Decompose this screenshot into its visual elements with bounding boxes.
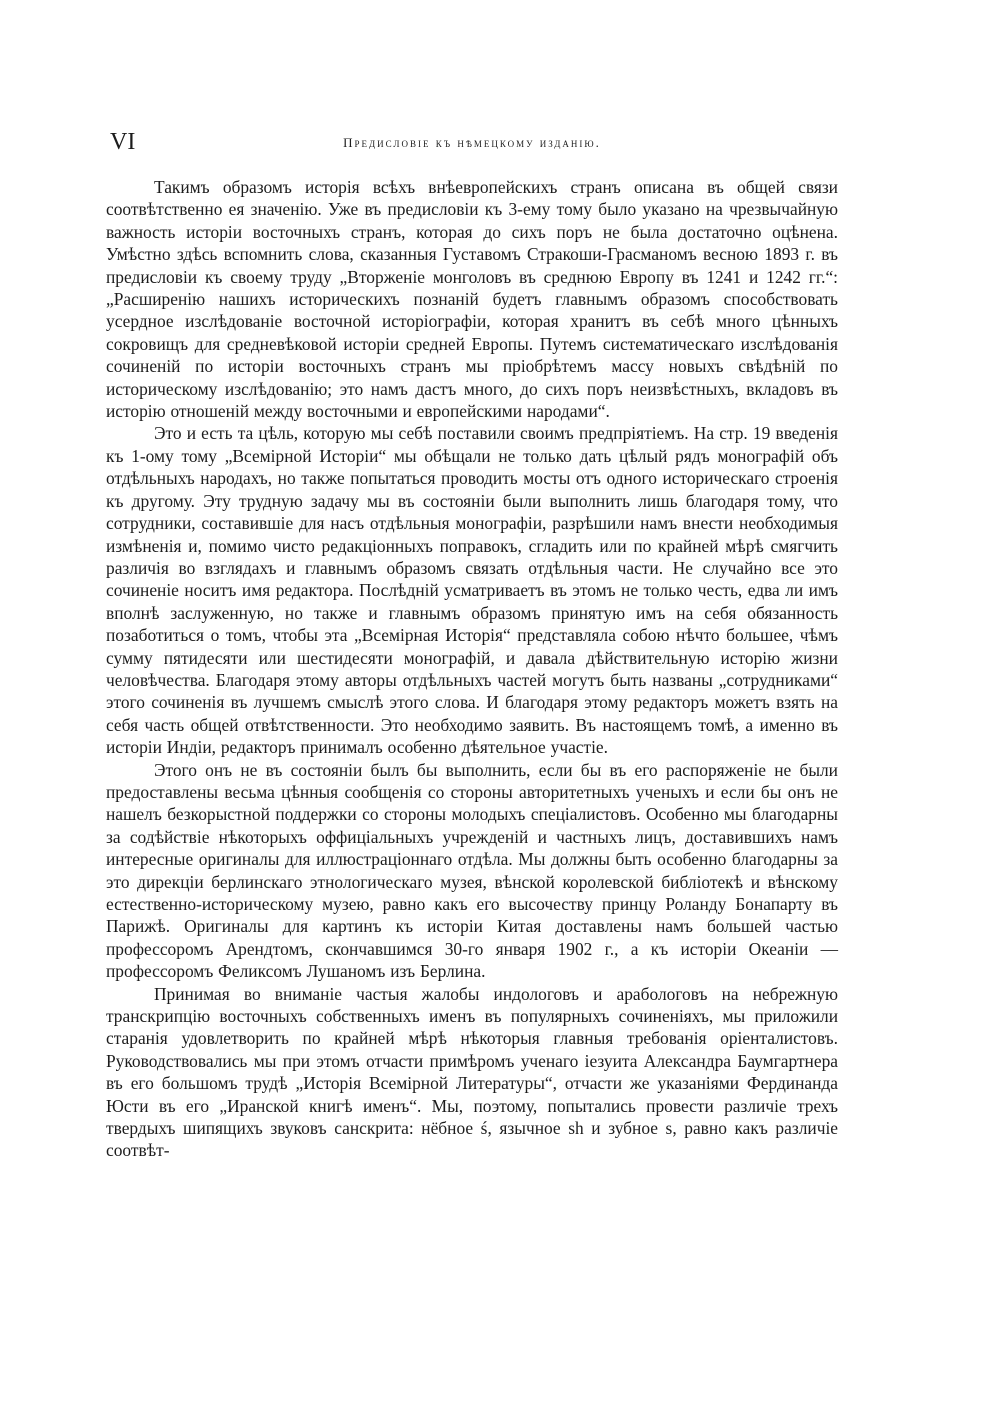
paragraph: Принимая во вниманіе частыя жалобы индологовъ и арабологовъ на небрежную транскрипцію восточныхъ собственныхъ именъ въ популярныхъ сочиненіяхъ, мы приложили старанія удовлетворить по крайней мѣрѣ нѣкоторыя главныя требованія оріенталистовъ. Руководствовались мы при этомъ отчасти примѣромъ ученаго іезуита Александра Баумгартнера въ его большомъ трудѣ „Исторія Всемірной Литературы“, отчасти же указаніями Фердинанда Юсти въ его „Иранской книгѣ именъ“. Мы, поэтому, попытались провести различіе трехъ твердыхъ шипящихъ звуковъ санскрита: нёбное ś, язычное sh и зубное s, равно какъ различіе соотвѣт- <box>106 983 838 1161</box>
paragraph: Это и есть та цѣль, которую мы себѣ поставили своимъ предпріятіемъ. На стр. 19 введенія къ 1-ому тому „Всемірной Исторіи“ мы обѣщали не только дать цѣлый рядъ монографій объ отдѣльныхъ народахъ, но также попытаться проводить мосты отъ одного историческаго строенія къ другому. Эту трудную задачу мы въ состояніи были выполнить лишь благодаря тому, что сотрудники, составившіе для насъ отдѣльныя монографіи, разрѣшили намъ внести необходимыя измѣненія и, помимо чисто редакціонныхъ поправокъ, сгладить или по крайней мѣрѣ смягчить различія во взглядахъ и главнымъ образомъ связать отдѣльныя части. Не случайно все это сочиненіе носитъ имя редактора. Послѣдній усматриваетъ въ этомъ не только честь, едва ли имъ вполнѣ заслуженную, но также и главнымъ образомъ принятую имъ на себя обязанность позаботиться о томъ, чтобы эта „Всемірная Исторія“ представляла собою нѣчто большее, чѣмъ сумму пятидесяти или шестидесяти монографій, и давала дѣйствительную исторію жизни человѣчества. Благодаря этому авторы отдѣльныхъ частей могутъ быть названы „сотрудниками“ этого сочиненія въ лучшемъ смыслѣ этого слова. И благодаря этому редакторъ можетъ взять на себя часть общей отвѣтственности. Это необходимо заявить. Въ настоящемъ томѣ, а именно въ исторіи Индіи, редакторъ принималъ особенно дѣятельное участіе. <box>106 423 838 758</box>
paragraph: Такимъ образомъ исторія всѣхъ внѣевропейскихъ странъ описана въ общей связи соотвѣтственно ея значенію. Уже въ предисловіи къ 3-ему тому было указано на чрезвычайную важность исторіи восточныхъ странъ, которая до сихъ поръ не была достаточно оцѣнена. Умѣстно здѣсь вспомнить слова, сказанныя Густавомъ Стракоши-Грасманомъ весною 1893 г. въ предисловіи къ своему труду „Вторженіе монголовъ въ среднюю Европу въ 1241 и 1242 гг.“: „Расширенію нашихъ историческихъ познаній будетъ главнымъ образомъ способствовать усердное изслѣдованіе восточной исторіографіи, которая хранитъ въ себѣ много цѣнныхъ сокровищъ для средневѣковой исторіи средней Европы. Путемъ систематическаго изслѣдованія сочиненій по исторіи восточныхъ странъ мы пріобрѣтемъ массу новыхъ свѣдѣній по историческому изслѣдованію; это намъ дастъ много, до сихъ поръ неизвѣстныхъ, вкладовъ въ исторію отношеній между восточными и европейскими народами“. <box>106 177 838 422</box>
page-body <box>106 176 838 1162</box>
book-page <box>106 130 838 1162</box>
running-title: Предисловіе къ нѣмецкому изданію. <box>343 135 601 150</box>
page-header <box>106 130 838 156</box>
paragraph: Этого онъ не въ состояніи былъ бы выполнить, если бы въ его распоряженіе не были предоставлены весьма цѣнныя сообщенія со стороны авторитетныхъ ученыхъ и если бы онъ не нашелъ безкорыстной поддержки со стороны молодыхъ спеціалистовъ. Особенно мы благодарны за содѣйствіе нѣкоторыхъ оффиціальныхъ учрежденій и частныхъ лицъ, доставившихъ намъ интересные оригиналы для иллюстраціоннаго отдѣла. Мы должны быть особенно благодарны за это дирекціи берлинскаго этнологическаго музея, вѣнской королевской библіотекѣ и вѣнскому естественно-историческому музею, равно какъ его высочеству принцу Роланду Бонапарту въ Парижѣ. Оригиналы для картинъ къ исторіи Китая доставлены намъ большей частью профессоромъ Арендтомъ, скончавшимся 30-го января 1902 г., а къ исторіи Океаніи — профессоромъ Феликсомъ Лушаномъ изъ Берлина. <box>106 759 838 982</box>
page-number: VI <box>110 129 136 155</box>
